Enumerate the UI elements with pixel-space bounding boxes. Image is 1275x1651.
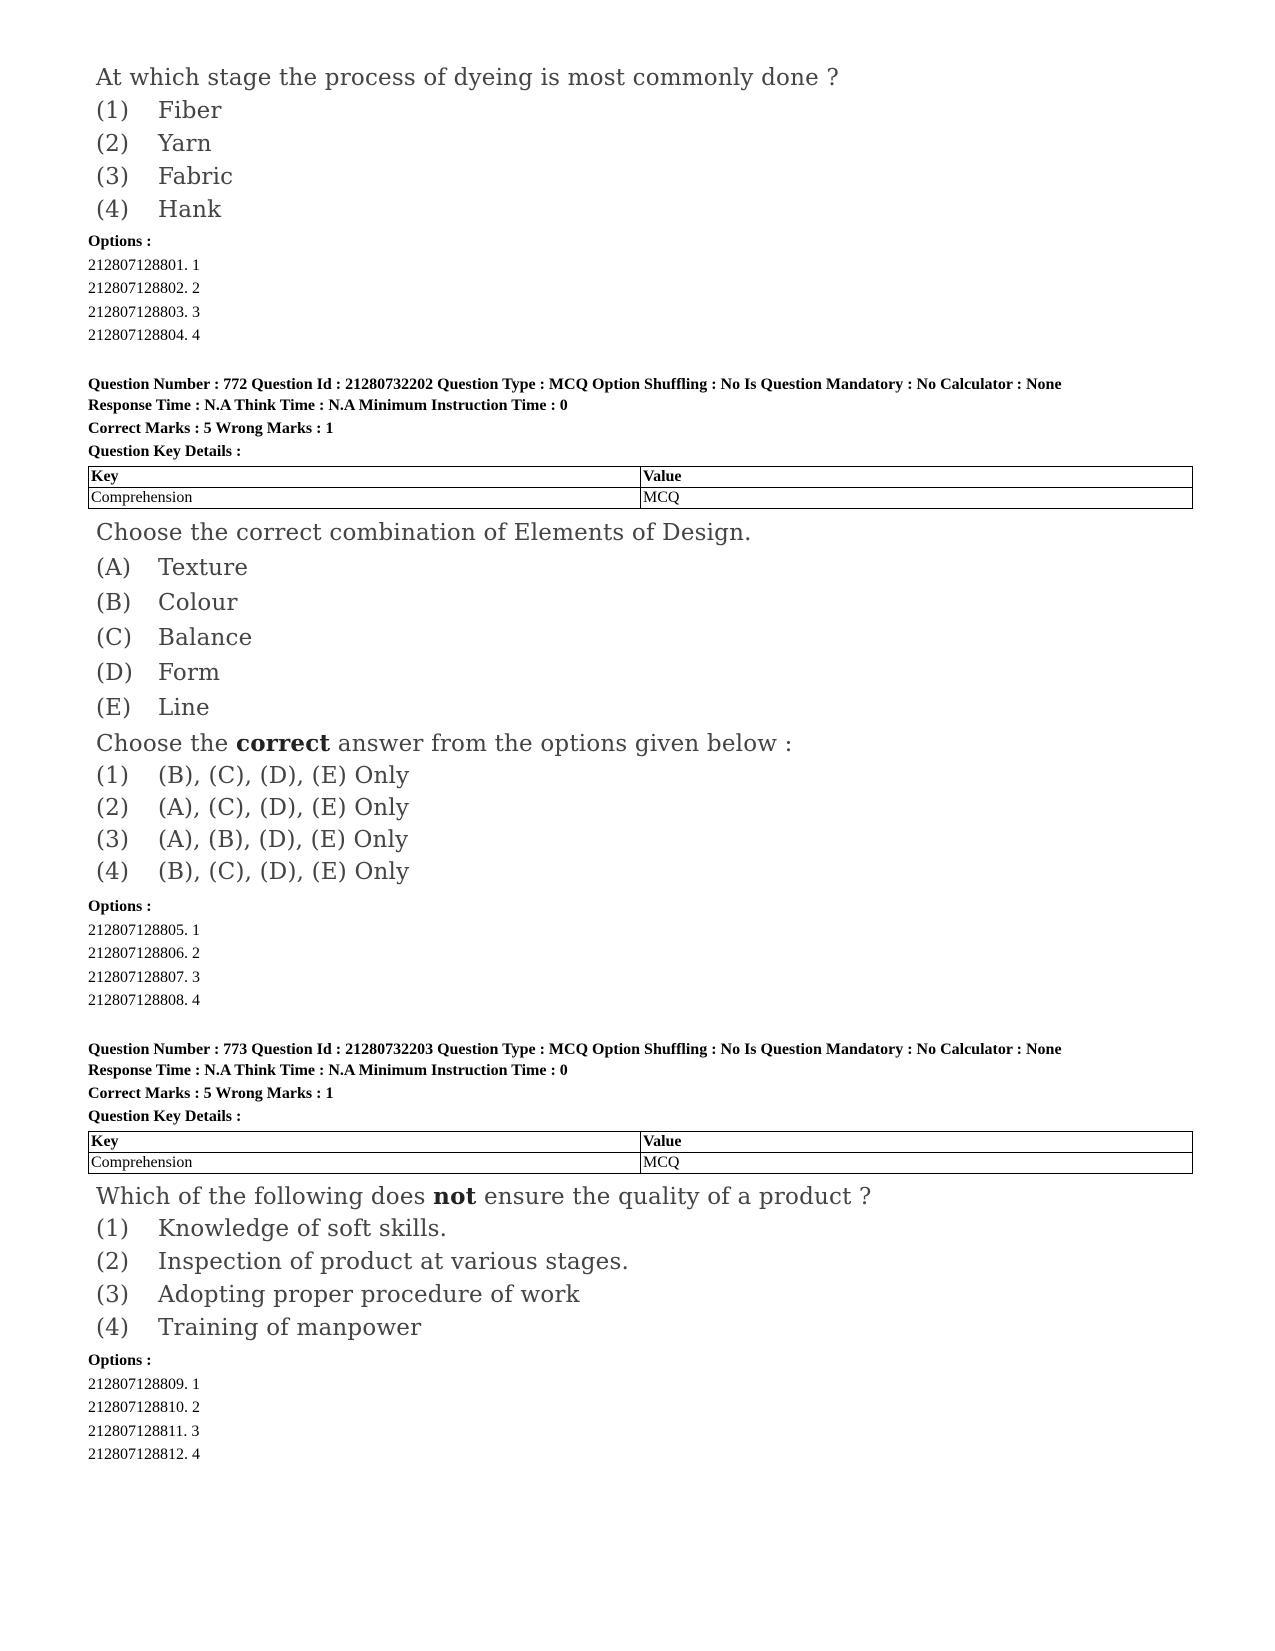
- question-image-design: [96, 517, 793, 888]
- choice-item: (1) (B), (C), (D), (E) Only: [96, 763, 410, 789]
- choice-item: (2) (A), (C), (D), (E) Only: [96, 795, 410, 821]
- statement-item: (C) Balance: [96, 625, 253, 651]
- statement-item: (B) Colour: [96, 590, 238, 616]
- key-table: [88, 466, 1193, 509]
- choice-item: (1) Knowledge of soft skills.: [96, 1216, 448, 1242]
- statement-item: (E) Line: [96, 695, 210, 721]
- choice-item: (3) Fabric: [96, 164, 234, 190]
- table-row: [89, 488, 1193, 509]
- option-id: 212807128806. 2: [88, 945, 200, 962]
- question-text: Choose the correct combination of Elements of Design.: [96, 520, 752, 546]
- option-id: 212807128811. 3: [88, 1422, 200, 1440]
- question-meta-772: [88, 375, 1193, 509]
- option-id: 212807128802. 2: [88, 280, 200, 297]
- options-list: [88, 1349, 200, 1467]
- choice-item: (3) (A), (B), (D), (E) Only: [96, 827, 409, 853]
- key-details-label: Question Key Details :: [88, 1108, 242, 1125]
- choice-item: (2) Inspection of product at various stages.: [96, 1249, 629, 1275]
- options-list: [88, 895, 200, 1013]
- option-id: 212807128812. 4: [88, 1446, 200, 1463]
- option-id: 212807128809. 1: [88, 1375, 200, 1393]
- option-id: 212807128808. 4: [88, 992, 200, 1009]
- question-meta-773: [88, 1040, 1193, 1174]
- instruction-text: Choose the correct answer from the options given below :: [96, 730, 793, 757]
- option-id: 212807128801. 1: [88, 256, 200, 274]
- choice-item: (2) Yarn: [96, 131, 212, 157]
- table-cell-key: Comprehension: [89, 488, 641, 509]
- table-header-key: Key: [89, 1132, 641, 1153]
- option-id: 212807128803. 3: [88, 303, 200, 321]
- table-row: [89, 1132, 1193, 1153]
- question-text: At which stage the process of dyeing is most commonly done ?: [96, 65, 839, 91]
- table-cell-value: MCQ: [641, 488, 1193, 509]
- choice-item: (4) Hank: [96, 197, 222, 223]
- meta-line: Question Number : 772 Question Id : 21280732202 Question Type : MCQ Option Shuffling : No Is Question Mandatory : No Calculator : None: [88, 376, 1062, 393]
- table-cell-value: MCQ: [641, 1153, 1193, 1174]
- table-row: [89, 467, 1193, 488]
- option-id: 212807128807. 3: [88, 968, 200, 986]
- option-id: 212807128810. 2: [88, 1399, 200, 1416]
- table-cell-key: Comprehension: [89, 1153, 641, 1174]
- options-title: Options :: [88, 898, 152, 915]
- key-table: [88, 1131, 1193, 1174]
- option-id: 212807128805. 1: [88, 921, 200, 939]
- meta-line: Response Time : N.A Think Time : N.A Minimum Instruction Time : 0: [88, 1062, 568, 1079]
- question-text: Which of the following does not ensure the quality of a product ?: [96, 1183, 872, 1210]
- meta-line: Response Time : N.A Think Time : N.A Minimum Instruction Time : 0: [88, 397, 568, 414]
- table-row: [89, 1153, 1193, 1174]
- table-header-value: Value: [641, 1132, 1193, 1153]
- statement-item: (D) Form: [96, 660, 221, 686]
- choice-item: (4) (B), (C), (D), (E) Only: [96, 859, 410, 885]
- statement-item: (A) Texture: [96, 555, 249, 581]
- options-title: Options :: [88, 1352, 152, 1369]
- meta-line: Question Number : 773 Question Id : 21280732203 Question Type : MCQ Option Shuffling : No Is Question Mandatory : No Calculator : None: [88, 1041, 1062, 1058]
- key-details-label: Question Key Details :: [88, 443, 242, 460]
- option-id: 212807128804. 4: [88, 327, 200, 344]
- question-image-dyeing: [96, 62, 839, 227]
- table-header-key: Key: [89, 467, 641, 488]
- question-image-quality: [96, 1180, 872, 1345]
- options-list: [88, 230, 200, 348]
- choice-item: (4) Training of manpower: [96, 1315, 422, 1341]
- table-header-value: Value: [641, 467, 1193, 488]
- marks-line: Correct Marks : 5 Wrong Marks : 1: [88, 420, 334, 437]
- choice-item: (3) Adopting proper procedure of work: [96, 1282, 580, 1308]
- marks-line: Correct Marks : 5 Wrong Marks : 1: [88, 1085, 334, 1102]
- choice-item: (1) Fiber: [96, 98, 222, 124]
- options-title: Options :: [88, 233, 152, 250]
